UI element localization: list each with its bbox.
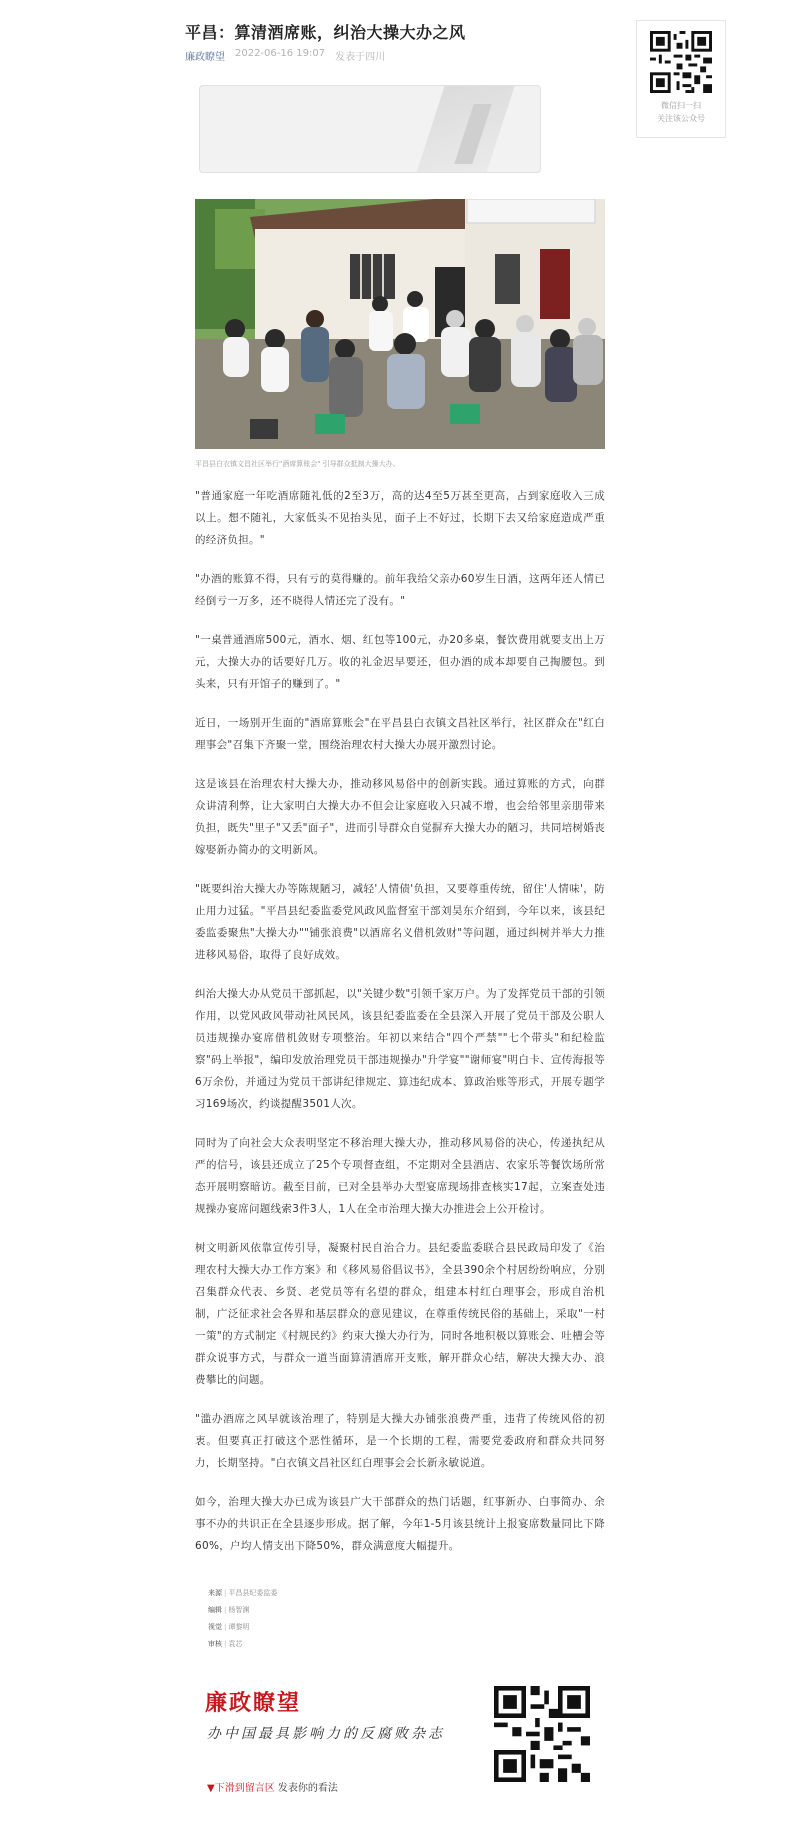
paragraph: "滥办酒席之风早就该治理了，特别是大操大办铺张浪费严重，违背了传统风俗的初衷。但要真正打破这个恶性循环，是一个长期的工程，需要党委政府和群众共同努力，长期坚持。"白衣镇文昌社区红白理事会会长新永敏说道。 bbox=[195, 1413, 605, 1469]
photo-caption: 平昌县白衣镇文昌社区举行"酒席算账会" 引导群众抵制大操大办。 bbox=[195, 460, 400, 468]
publish-location: 发表于四川 bbox=[335, 52, 386, 63]
footer-qr-code bbox=[494, 1686, 590, 1786]
comment-prompt-link[interactable]: ▼下滑到留言区 bbox=[207, 1783, 275, 1794]
ad-banner[interactable] bbox=[199, 85, 541, 173]
qr-code-icon bbox=[650, 31, 712, 93]
footer-qr-icon bbox=[494, 1686, 590, 1782]
paragraph: 树文明新风依靠宣传引导，凝聚村民自治合力。县纪委监委联合县民政局印发了《治理农村大操大办工作方案》和《移风易俗倡议书》，全县390余个村居纷纷响应，分别召集群众代表、乡贤、老党员等有名望的群众，组建本村红白理事会，形成自治机制，广泛征求社会各界和基层群众的意见建议，在尊重传统民俗的基础上，采取"一村一策"的方式制定《村规民约》约束大操大办行为，同时各地积极以算账会、吐槽会等群众说事方式，与群众一道当面算清酒席开支账，解开群众心结，解决大操大办、浪费攀比的问题。 bbox=[195, 1242, 605, 1386]
qr-hint-line1: 微信扫一扫 bbox=[661, 101, 701, 110]
credit-source: 来源 | 平昌县纪委监委 bbox=[208, 1589, 278, 1597]
credits bbox=[208, 1585, 277, 1653]
publish-date: 2022-06-16 19:07 bbox=[235, 48, 326, 59]
article-photo bbox=[195, 199, 605, 449]
paragraph: 近日，一场别开生面的"酒席算账会"在平昌县白衣镇文昌社区举行，社区群众在"红白理事会"召集下齐聚一堂，围绕治理农村大操大办展开激烈讨论。 bbox=[195, 717, 605, 751]
footer-slogan: 办中国最具影响力的反腐败杂志 bbox=[207, 1726, 445, 1742]
credit-reviewer: 审核 | 袁芯 bbox=[208, 1640, 243, 1648]
paragraph: 同时为了向社会大众表明坚定不移治理大操大办，推动移风易俗的决心，传递执纪从严的信号，该县还成立了25个专项督查组，不定期对全县酒店、农家乐等餐饮场所常态开展明察暗访。截至目前，已对全县举办大型宴席现场排查核实17起，立案查处违规操办宴席问题线索3件3人，1人在全市治理大操大办推进会上公开检讨。 bbox=[195, 1137, 605, 1215]
paragraph: "普通家庭一年吃酒席随礼低的2至3万，高的达4至5万甚至更高，占到家庭收入三成以上。想不随礼，大家低头不见抬头见，面子上不好过，长期下去又给家庭造成严重的经济负担。" bbox=[195, 490, 605, 546]
paragraph: 这是该县在治理农村大操大办，推动移风易俗中的创新实践。通过算账的方式，向群众讲清利弊，让大家明白大操大办不但会让家庭收入只减不增，也会给邻里亲朋带来负担，既失"里子"又丢"面子"，进而引导群众自觉摒弃大操大办的陋习，共同培树婚丧嫁娶新办简办的文明新风。 bbox=[195, 778, 605, 856]
account-link[interactable]: 廉政瞭望 bbox=[185, 52, 225, 63]
footer-logo: 廉政瞭望 bbox=[205, 1690, 302, 1716]
page-title: 平昌：算清酒席账，纠治大操大办之风 bbox=[185, 23, 466, 42]
credit-editor: 编辑 | 杨智渊 bbox=[208, 1606, 250, 1614]
credit-visual: 视觉 | 谭黎明 bbox=[208, 1623, 250, 1631]
qr-hint-line2: 关注该公众号 bbox=[657, 114, 705, 123]
paragraph: "办酒的账算不得，只有亏的莫得赚的。前年我给父亲办60岁生日酒，这两年还人情已经倒亏一万多，还不晓得人情还完了没有。" bbox=[195, 573, 605, 607]
article-body bbox=[195, 485, 605, 1574]
meeting-photo-image bbox=[195, 199, 605, 449]
article-meta bbox=[185, 48, 385, 63]
qr-card bbox=[636, 20, 726, 138]
paragraph: 纠治大操大办从党员干部抓起，以"关键少数"引领千家万户。为了发挥党员干部的引领作用，以党风政风带动社风民风，该县纪委监委在全县深入开展了党员干部及公职人员违规操办宴席借机敛财专项整治。年初以来结合"四个严禁""七个带头"和纪检监察"码上举报"，编印发放治理党员干部违规操办"升学宴""谢师宴"明白卡、宣传海报等6万余份，并通过为党员干部讲纪律规定、算违纪成本、算政治账等形式，开展专题学习169场次，约谈提醒3501人次。 bbox=[195, 988, 605, 1110]
comment-prompt[interactable] bbox=[207, 1779, 338, 1794]
paragraph: 如今，治理大操大办已成为该县广大干部群众的热门话题，红事新办、白事简办、余事不办的共识正在全县逐步形成。据了解，今年1-5月该县统计上报宴席数量同比下降60%，户均人情支出下降50%，群众满意度大幅提升。 bbox=[195, 1496, 605, 1552]
comment-prompt-text: 发表你的看法 bbox=[274, 1783, 338, 1794]
paragraph: "既要纠治大操大办等陈规陋习，减轻'人情债'负担，又要尊重传统，留住'人情味'，防止用力过猛。"平昌县纪委监委党风政风监督室干部刘昊东介绍到，今年以来，该县纪委监委聚焦"大操大办""铺张浪费"以酒席名义借机敛财"等问题，通过纠树并举大力推进移风易俗，取得了良好成效。 bbox=[195, 883, 605, 961]
paragraph: "一桌普通酒席500元，酒水、烟、红包等100元，办20多桌，餐饮费用就要支出上万元，大操大办的话要好几万。收的礼金迟早要还，但办酒的成本却要自己掏腰包。到头来，只有开馆子的赚到了。" bbox=[195, 634, 605, 690]
